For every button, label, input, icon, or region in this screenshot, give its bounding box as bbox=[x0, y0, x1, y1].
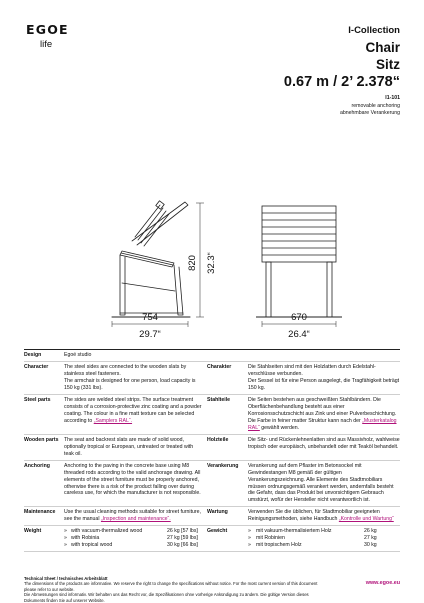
weight-en-text: with Robinia bbox=[71, 535, 100, 542]
anchoring-label-de: Verankerung bbox=[207, 462, 239, 469]
variant-de: abnehmbare Verankerung bbox=[340, 110, 400, 116]
inspection-maintenance-link[interactable]: „Inspection and maintenance“. bbox=[100, 516, 171, 523]
character-en-2: The armchair is designed for one person, load capacity is 150 kg (331 lbs). bbox=[64, 377, 196, 391]
spec-row-design bbox=[24, 349, 400, 362]
front-width-mm: 670 bbox=[291, 312, 307, 323]
weight-de-row bbox=[248, 542, 400, 549]
musterkatalog-ral-link[interactable]: „Musterkatalog RAL“ bbox=[248, 417, 397, 431]
maintenance-en bbox=[64, 509, 207, 523]
weight-de-row bbox=[248, 528, 400, 535]
footer-note bbox=[24, 576, 324, 603]
brand-sub: life bbox=[40, 39, 53, 50]
spec-row-anchoring bbox=[24, 461, 400, 508]
character-label: Character bbox=[24, 363, 49, 370]
collection-name: I-Collection bbox=[348, 25, 400, 36]
weight-de-value: 26 kg bbox=[364, 528, 377, 535]
maintenance-en-text: Use the usual cleaning methods suitable for street furniture, see the manual bbox=[64, 509, 201, 523]
spec-row-wood bbox=[24, 435, 400, 461]
weight-en-text: with vacuum-thermalized wood bbox=[71, 528, 143, 535]
weight-de-text: mit vakuum-thermalisiertem Holz bbox=[256, 528, 332, 535]
weight-en-row bbox=[64, 528, 204, 535]
wood-de: Die Sitz- und Rückenlehnenlatten sind aus Massivholz, wahlweise tropisch oder europäisch, unbehandelt oder mit Teaköl behandelt. bbox=[248, 436, 400, 450]
anchoring-en: Anchoring to the paving in the concrete base using M8 threaded rods according to the valid anchorage drawing. All elements of the street furniture must be properly anchored, otherwise there is a risk of the product falling over during careless use, for which the manufacturer is not responsible. bbox=[64, 462, 201, 497]
spec-row-weight bbox=[24, 526, 400, 552]
wood-en: The seat and backrest slats are made of solid wood, optionally tropical or European, untreated or treated with teak oil. bbox=[64, 436, 194, 457]
bullet: » bbox=[248, 528, 251, 535]
design-value: Egoé studio bbox=[64, 352, 92, 358]
steel-label-de: Stahlteile bbox=[207, 396, 231, 403]
spec-row-character bbox=[24, 362, 400, 395]
kontrolle-wartung-link[interactable]: „Kontrolle und Wartung“ bbox=[338, 516, 394, 523]
product-dimensions: 0.67 m / 2’ 2.378“ bbox=[283, 74, 400, 90]
side-height-mm: 820 bbox=[187, 255, 198, 271]
steel-de-after: gewählt werden. bbox=[261, 424, 300, 431]
front-width-ft: 26.4“ bbox=[288, 329, 310, 340]
weight-en bbox=[64, 528, 207, 549]
steel-de bbox=[248, 397, 400, 432]
weight-de-value: 27 kg bbox=[364, 535, 377, 542]
weight-en-value: 27 kg [59 lbs] bbox=[167, 535, 198, 542]
bullet: » bbox=[64, 535, 67, 542]
weight-en-value: 26 kg [57 lbs] bbox=[167, 528, 198, 535]
weight-label-de: Gewicht bbox=[207, 528, 228, 535]
steel-label: Steel parts bbox=[24, 396, 51, 403]
weight-en-value: 30 kg [66 lbs] bbox=[167, 542, 198, 549]
side-width-ft: 29.7“ bbox=[139, 329, 161, 340]
weight-de-row bbox=[248, 535, 400, 542]
steel-en-text: The sides are welded steel strips. The surface treatment consists of a corrosion-protective zinc coating and a powder coating. The colour in a fine matt texture can be selected according to bbox=[64, 396, 202, 424]
weight-label: Weight bbox=[24, 528, 42, 535]
anchoring-de: Verankerung auf dem Pflaster im Betonsockel mit Gewindestangen M8 gemäß der gültigen Verankerungszeichnung. Alle Elemente des Stadtmobiliars müssen ordnungsgemäß verankert werden, andernfalls besteht die Gefahr, dass das Produkt bei unvorsichtigem Gebrauch umstürzt, wofür der Hersteller nicht verantwortlich ist. bbox=[248, 462, 394, 504]
steel-de-text: Die Seiten bestehen aus geschweißten Stahlbändern. Die Oberflächenbehandlung besteht aus einer Korrosionsschutzschicht aus Zink und einer Pulverbeschichtung. Die Farbe in feiner matter Struktur kann nach der bbox=[248, 396, 397, 424]
anchoring-label: Anchoring bbox=[24, 462, 50, 469]
bullet: » bbox=[64, 528, 67, 535]
website-link[interactable]: www.egoe.eu bbox=[365, 580, 400, 586]
chair-side-view bbox=[112, 201, 190, 317]
weight-en-row bbox=[64, 542, 204, 549]
character-en bbox=[64, 364, 207, 392]
side-height-ft: 32.3“ bbox=[206, 252, 217, 274]
wood-label: Wooden parts bbox=[24, 436, 59, 443]
weight-de-text: mit tropischem Holz bbox=[256, 542, 302, 549]
steel-en bbox=[64, 397, 207, 432]
bullet: » bbox=[64, 542, 67, 549]
character-de-2: Der Sessel ist für eine Person ausgelegt, die Tragfähigkeit beträgt 150 kg. bbox=[248, 377, 400, 391]
chair-front-view bbox=[256, 206, 342, 317]
character-en-1: The steel sides are connected to the wooden slats by stainless steel fasteners. bbox=[64, 363, 187, 377]
product-name-en: Chair bbox=[365, 40, 400, 55]
wood-label-de: Holzteile bbox=[207, 436, 229, 443]
maintenance-label-de: Wartung bbox=[207, 509, 228, 516]
variant-en: removable anchoring bbox=[351, 103, 400, 109]
footer-title: Technical Sheet / technisches Arbeitsblatt bbox=[24, 576, 108, 581]
maintenance-de-text: Verwenden Sie die üblichen, für Stadtmobiliar geeigneten Reinigungsmethoden, siehe Handbuch bbox=[248, 509, 380, 523]
technical-drawing bbox=[0, 185, 424, 345]
weight-en-row bbox=[64, 535, 204, 542]
spec-row-maintenance bbox=[24, 507, 400, 526]
footer-line-de: Die Abmessungen sind informativ. Wir behalten uns das Recht vor, die Spezifikationen ohne vorherige Ankündigung zu ändern. Die gültige Version dieses Dokuments finden Sie auf unserer Website. bbox=[24, 592, 309, 603]
weight-de bbox=[248, 528, 400, 549]
brand-logo: EGOE bbox=[26, 22, 69, 37]
maintenance-de bbox=[248, 509, 400, 523]
bullet: » bbox=[248, 542, 251, 549]
spec-row-steel bbox=[24, 395, 400, 435]
weight-de-value: 30 kg bbox=[364, 542, 377, 549]
side-width-mm: 754 bbox=[142, 312, 158, 323]
character-de bbox=[248, 364, 400, 392]
product-code: I1-101 bbox=[385, 95, 400, 101]
design-label: Design bbox=[24, 352, 42, 358]
product-name-de: Sitz bbox=[375, 57, 400, 72]
spec-table bbox=[24, 349, 400, 552]
weight-de-text: mit Robinien bbox=[256, 535, 285, 542]
footer-line-en: The dimensions of the products are informative. We reserve the right to change the specifications without notice. For the most current version of this document please refer to our website. bbox=[24, 581, 318, 592]
character-label-de: Charakter bbox=[207, 363, 232, 370]
samplers-ral-link[interactable]: „Samplers RAL“. bbox=[93, 417, 133, 424]
bullet: » bbox=[248, 535, 251, 542]
character-de-1: Die Stahlseiten sind mit den Holzlatten durch Edelstahl-verschlüsse verbunden. bbox=[248, 363, 376, 377]
maintenance-label: Maintenance bbox=[24, 509, 56, 516]
weight-en-text: with tropical wood bbox=[71, 542, 113, 549]
